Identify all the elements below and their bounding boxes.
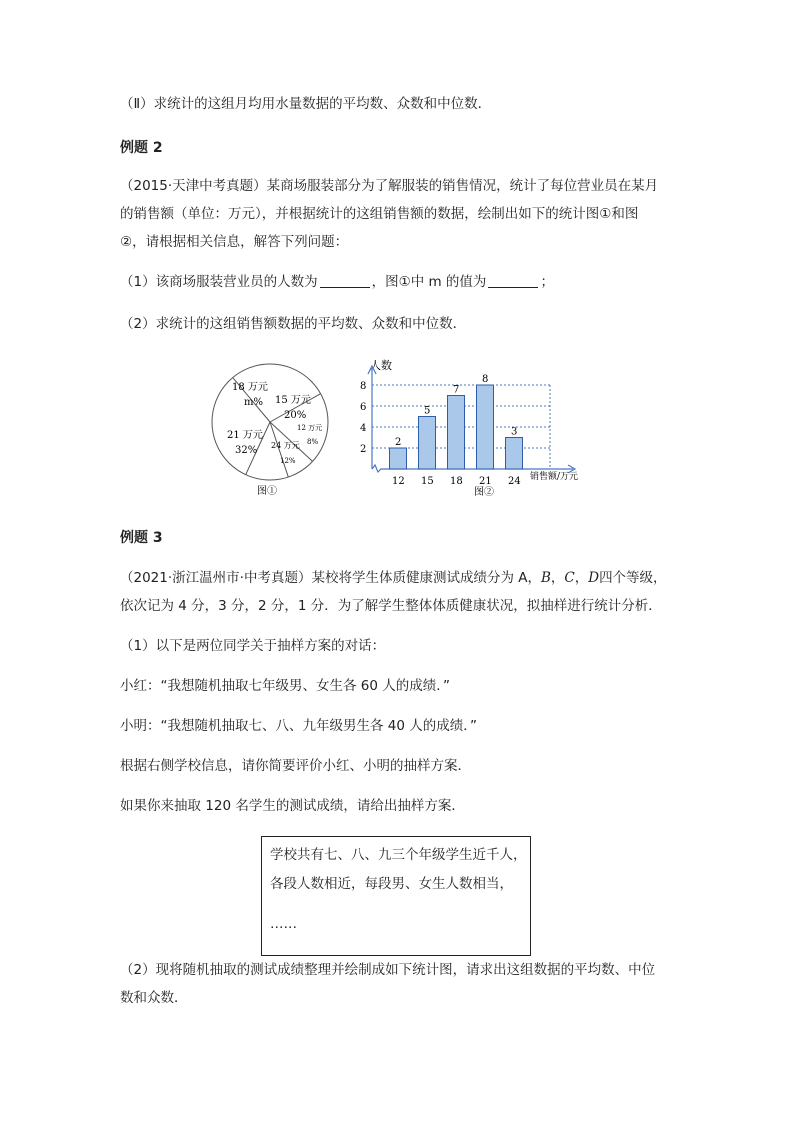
pie-pct-15: 20% bbox=[284, 410, 307, 421]
bar-marks bbox=[360, 366, 575, 487]
ex3-comma-2: ， bbox=[574, 570, 589, 586]
answer-blank-1 bbox=[320, 273, 370, 288]
y-tick-label: 2 bbox=[360, 444, 367, 455]
answer-blank-2 bbox=[488, 273, 538, 288]
pie-pct-21: 32% bbox=[235, 445, 258, 456]
bar-value-label: 7 bbox=[453, 384, 460, 396]
bar-value-label: 3 bbox=[511, 426, 518, 438]
example-2-question-2: （2）求统计的这组销售额数据的平均数、众数和中位数． bbox=[120, 316, 467, 332]
ex3-comma-1: ， bbox=[550, 570, 565, 586]
grade-C: C bbox=[564, 570, 575, 586]
school-info-box bbox=[261, 836, 531, 956]
bar bbox=[390, 448, 407, 469]
x-tick-label: 18 bbox=[450, 476, 463, 487]
pie-slices bbox=[212, 364, 328, 480]
pie-pct-12: 8% bbox=[307, 438, 319, 446]
bar bbox=[448, 396, 465, 470]
example-3-line-7: 如果你来抽取 120 名学生的测试成绩，请给出抽样方案． bbox=[120, 798, 465, 814]
example-3-line-9: 数和众数． bbox=[120, 990, 188, 1006]
school-info-line-3: …… bbox=[270, 916, 297, 932]
example-3-line-8: （2）现将随机抽取的测试成绩整理并绘制成如下统计图，请求出这组数据的平均数、中位 bbox=[120, 962, 656, 978]
example-3-line-4: 小红：“我想随机抽取七年级男、女生各 60 人的成绩．” bbox=[120, 678, 450, 694]
y-tick-label: 4 bbox=[360, 423, 367, 434]
grade-B: B bbox=[540, 570, 551, 586]
example-3-line-1 bbox=[120, 569, 667, 587]
example-2-question-1 bbox=[120, 273, 554, 291]
y-tick-label: 6 bbox=[360, 402, 367, 413]
x-tick-label: 24 bbox=[508, 476, 521, 487]
pie-label-24: 24 万元 bbox=[271, 441, 300, 450]
pie-pct-24: 12% bbox=[280, 457, 296, 465]
x-tick-label: 21 bbox=[479, 476, 492, 487]
pie-label-15: 15 万元 bbox=[275, 395, 311, 406]
x-tick-label: 15 bbox=[421, 476, 434, 487]
q1-text-d: ； bbox=[540, 274, 554, 290]
example-3-line-3: （1）以下是两位同学关于抽样方案的对话： bbox=[120, 638, 386, 654]
x-tick-label: 12 bbox=[392, 476, 405, 487]
q1-circled-one: ① bbox=[398, 274, 411, 290]
example-2-line-2: 的销售额（单位：万元），并根据统计的这组销售额的数据，绘制出如下的统计图①和图 bbox=[120, 206, 639, 222]
school-info-line-2: 各段人数相近，每段男、女生人数相当， bbox=[270, 876, 513, 892]
bar-ylabel: 人数 bbox=[370, 359, 392, 372]
question-part-ii: （Ⅱ）求统计的这组月均用水量数据的平均数、众数和中位数． bbox=[120, 96, 492, 112]
bar-caption: 图② bbox=[474, 487, 494, 498]
q1-text-a: （1）该商场服装营业员的人数为 bbox=[120, 274, 318, 290]
bar bbox=[506, 438, 523, 470]
example-2-line-1: （2015·天津中考真题）某商场服装部分为了解服装的销售情况，统计了每位营业员在某月 bbox=[120, 178, 659, 194]
ex3-line1-a: （2021·浙江温州市·中考真题）某校将学生体质健康测试成绩分为 A， bbox=[120, 570, 541, 586]
bar-value-label: 8 bbox=[482, 374, 489, 385]
pie-label-21: 21 万元 bbox=[227, 430, 263, 441]
q1-text-c: 中 m 的值为 bbox=[410, 274, 487, 290]
pie-pct-18: m% bbox=[244, 397, 263, 408]
example-2-heading: 例题 2 bbox=[120, 140, 163, 156]
school-info-line-1: 学校共有七、八、九三个年级学生近千人， bbox=[270, 847, 527, 863]
example-3-line-5: 小明：“我想随机抽取七、八、九年级男生各 40 人的成绩．” bbox=[120, 718, 477, 734]
bar-chart bbox=[340, 352, 595, 504]
example-3-line-6: 根据右侧学校信息，请你简要评价小红、小明的抽样方案． bbox=[120, 758, 471, 774]
bar-value-label: 5 bbox=[424, 405, 431, 417]
pie-label-18: 18 万元 bbox=[232, 382, 268, 393]
grade-D: D bbox=[588, 570, 600, 586]
q1-text-b: ，图 bbox=[371, 274, 399, 290]
example-3-heading: 例题 3 bbox=[120, 530, 163, 546]
pie-caption: 图① bbox=[257, 486, 277, 497]
y-tick-label: 8 bbox=[360, 381, 367, 392]
bar bbox=[477, 385, 494, 469]
pie-label-12: 12 万元 bbox=[297, 424, 323, 432]
bar-xlabel: 销售额/万元 bbox=[530, 472, 579, 482]
ex3-line1-b: 四个等级， bbox=[599, 570, 667, 586]
example-2-line-3: ②，请根据相关信息，解答下列问题： bbox=[120, 234, 349, 250]
bar-value-label: 2 bbox=[395, 437, 402, 448]
example-3-line-2: 依次记为 4 分，3 分，2 分，1 分．为了解学生整体体质健康状况，拟抽样进行统计分析． bbox=[120, 598, 662, 614]
bar bbox=[419, 417, 436, 470]
pie-chart bbox=[205, 355, 335, 505]
